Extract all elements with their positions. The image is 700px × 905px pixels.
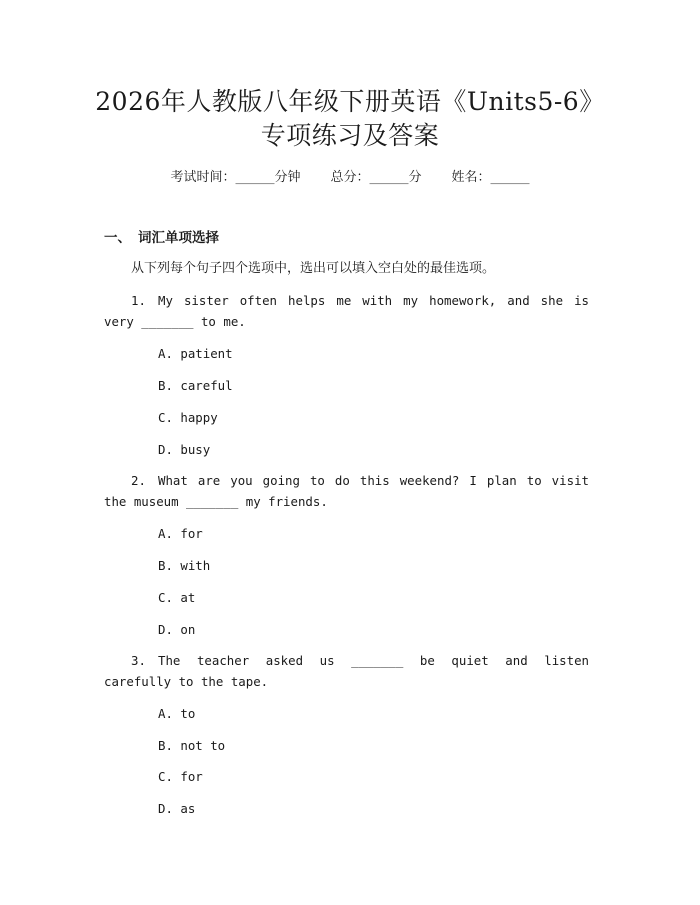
- time-blank: ______: [235, 170, 275, 185]
- score-label: 总分：: [330, 170, 370, 185]
- question-number: 1.: [131, 293, 146, 308]
- exam-info: [0, 169, 700, 187]
- page-title-line-1: 2026年人教版八年级下册英语《Units5-6》: [95, 87, 605, 116]
- question-text: What are you going to do this weekend? I plan to visit the museum _______ my friends.: [104, 473, 589, 509]
- question-1-option-c: C. happy: [158, 410, 218, 425]
- question-2-option-d: D. on: [158, 622, 196, 637]
- name-blank: ______: [490, 170, 530, 185]
- time-label: 考试时间：: [170, 170, 236, 185]
- question-text: My sister often helps me with my homework, and she is very _______ to me.: [104, 293, 589, 329]
- section-instruction: 从下列每个句子四个选项中，选出可以填入空白处的最佳选项。: [131, 261, 496, 276]
- name-label: 姓名：: [451, 170, 491, 185]
- question-3-option-b: B. not to: [158, 738, 226, 753]
- section-title: 词汇单项选择: [138, 230, 219, 246]
- section-heading: [104, 228, 219, 248]
- page-title-line-2: 专项练习及答案: [260, 121, 440, 150]
- score-blank: ______: [369, 170, 409, 185]
- question-3: [104, 651, 589, 692]
- question-1-option-b: B. careful: [158, 378, 233, 393]
- question-1-option-a: A. patient: [158, 346, 233, 361]
- question-text: The teacher asked us _______ be quiet and listen carefully to the tape.: [104, 653, 589, 689]
- question-number: 2.: [131, 473, 146, 488]
- score-unit: 分: [408, 170, 422, 185]
- question-2-option-b: B. with: [158, 558, 211, 573]
- question-1-option-d: D. busy: [158, 442, 211, 457]
- section-number: 一、: [104, 230, 131, 246]
- time-unit: 分钟: [274, 170, 301, 185]
- question-1: [104, 291, 589, 332]
- question-3-option-d: D. as: [158, 801, 196, 816]
- question-2-option-a: A. for: [158, 526, 203, 541]
- question-number: 3.: [131, 653, 146, 668]
- question-3-option-a: A. to: [158, 706, 196, 721]
- question-2-option-c: C. at: [158, 590, 196, 605]
- question-2: [104, 471, 589, 512]
- question-3-option-c: C. for: [158, 769, 203, 784]
